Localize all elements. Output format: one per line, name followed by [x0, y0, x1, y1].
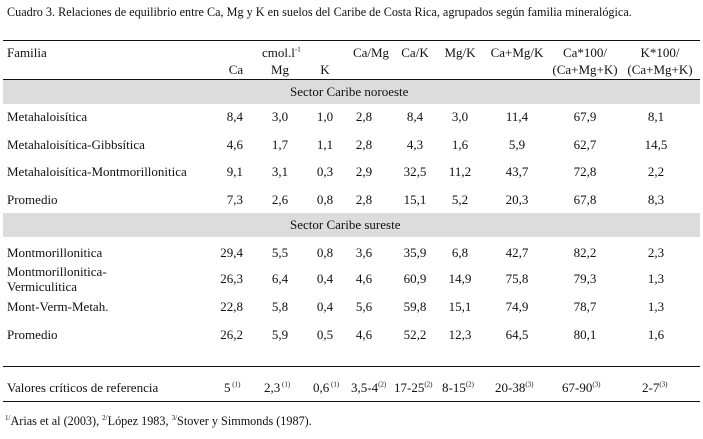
cell-camgk-k: 42,7 — [505, 245, 529, 260]
cell-ca-k: 52,2 — [403, 327, 427, 342]
cell-mg-k: 14,9 — [448, 271, 472, 286]
critical-k100: 2-7$^{(3)}$ — [642, 380, 668, 395]
critical-ca100: 67-90$^{(3)}$ — [562, 380, 601, 395]
cell-mg: 5,8 — [271, 299, 289, 314]
cell-mg: 5,9 — [271, 327, 289, 342]
cell-mg-k: 11,2 — [448, 164, 472, 179]
row-label: Promedio — [7, 327, 58, 342]
cell-ca-k: 59,8 — [403, 299, 427, 314]
section-band — [3, 80, 700, 104]
cell-mg: 5,5 — [271, 245, 289, 260]
row-label: Metahaloisítica — [7, 109, 88, 124]
cell-k: 0,3 — [316, 164, 334, 179]
cell-k: 1,0 — [316, 109, 334, 124]
header-k100-denom: (Ca+Mg+K) — [627, 62, 693, 77]
cell-ca-mg: 2,8 — [355, 192, 373, 207]
cell-mg-k: 1,6 — [451, 137, 469, 152]
cell-ca100: 67,8 — [573, 192, 597, 207]
cell-k: 0,8 — [316, 192, 334, 207]
cell-k100: 1,3 — [647, 299, 665, 314]
cell-k100: 8,3 — [647, 192, 665, 207]
cell-ca100: 78,7 — [573, 299, 597, 314]
cell-k100: 14,5 — [644, 137, 668, 152]
header-k: K — [320, 62, 330, 77]
critical-mg: 2,3 $^{(1)}$ — [264, 380, 291, 395]
header-k100: K*100/ — [640, 45, 680, 60]
header-ca100: Ca*100/ — [562, 45, 608, 60]
cell-mg-k: 5,2 — [451, 192, 469, 207]
section-title: Sector Caribe noroeste — [290, 84, 409, 99]
row-label: Promedio — [7, 192, 58, 207]
cell-ca-mg: 4,6 — [355, 271, 373, 286]
cell-mg: 3,1 — [271, 164, 289, 179]
cell-k100: 1,3 — [647, 271, 665, 286]
cell-camgk-k: 20,3 — [505, 192, 529, 207]
header-camgk-k: Ca+Mg/K — [490, 45, 544, 60]
cell-ca: 4,6 — [226, 137, 243, 152]
header-ca100-denom: (Ca+Mg+K) — [552, 62, 618, 77]
cell-mg-k: 15,1 — [448, 299, 472, 314]
critical-k: 0,6 $^{(1)}$ — [313, 380, 340, 395]
header-mg: Mg — [270, 62, 290, 77]
row-label: Montmorillonitica — [7, 245, 103, 260]
section-title: Sector Caribe sureste — [290, 217, 401, 232]
cell-k: 1,1 — [316, 137, 334, 152]
header-familia: Familia — [7, 45, 47, 60]
cell-ca100: 62,7 — [573, 137, 597, 152]
critical-ca-k: 17-25$^{(2)}$ — [394, 380, 433, 395]
cell-k100: 2,2 — [647, 164, 665, 179]
cell-mg-k: 6,8 — [451, 245, 469, 260]
header-mg-k: Mg/K — [444, 45, 476, 60]
cell-ca: 7,3 — [226, 192, 243, 207]
cell-mg: 2,6 — [271, 192, 289, 207]
cell-k100: 8,1 — [647, 109, 665, 124]
cell-mg: 6,4 — [271, 271, 289, 286]
cell-ca100: 79,3 — [573, 271, 597, 286]
cell-ca100: 82,2 — [573, 245, 597, 260]
critical-camgk-k: 20-38$^{(3)}$ — [495, 380, 534, 395]
header-ca-k: Ca/K — [401, 45, 429, 60]
cell-ca: 22,8 — [220, 299, 243, 314]
row-label: Metahaloisítica-Montmorillonitica — [7, 164, 187, 179]
cell-ca100: 72,8 — [573, 164, 597, 179]
cell-ca-k: 35,9 — [403, 245, 427, 260]
table-caption: Cuadro 3. Relaciones de equilibrio entre Ca, Mg y K en suelos del Caribe de Costa Rica, agrupados según familia mineralógica. — [7, 5, 632, 19]
cell-camgk-k: 5,9 — [508, 137, 526, 152]
row-label: Metahaloisítica-Gibbsítica — [7, 137, 145, 152]
cell-ca-k: 4,3 — [406, 137, 424, 152]
cell-camgk-k: 43,7 — [505, 164, 529, 179]
cell-ca100: 67,9 — [573, 109, 597, 124]
bottom-rule — [3, 401, 700, 402]
critical-ca-mg: 3,5-4$^{(2)}$ — [351, 380, 387, 395]
cell-ca-k: 32,5 — [403, 164, 427, 179]
cell-mg: 1,7 — [271, 137, 289, 152]
cell-ca-mg: 2,8 — [355, 109, 373, 124]
cell-camgk-k: 11,4 — [505, 109, 529, 124]
cell-camgk-k: 74,9 — [505, 299, 529, 314]
cell-ca-mg: 2,9 — [355, 164, 373, 179]
cell-k100: 1,6 — [647, 327, 665, 342]
cell-ca-mg: 4,6 — [355, 327, 373, 342]
cell-ca: 9,1 — [226, 164, 243, 179]
cell-ca-k: 60,9 — [403, 271, 427, 286]
cell-camgk-k: 64,5 — [505, 327, 529, 342]
cell-ca-k: 15,1 — [403, 192, 427, 207]
cell-ca100: 80,1 — [573, 327, 597, 342]
row-label: Montmorillonitica- — [7, 264, 107, 279]
cell-ca: 8,4 — [226, 109, 243, 124]
header-ca: Ca — [228, 62, 244, 77]
cell-ca-mg: 2,8 — [355, 137, 373, 152]
cell-mg-k: 12,3 — [448, 327, 472, 342]
row-label-continued: Vermiculitica — [7, 279, 78, 294]
cell-ca: 29,4 — [220, 245, 243, 260]
critical-ca: 5 $^{(1)}$ — [224, 380, 241, 395]
footnote: $^{1/}$Arias et al (2003), $^{2/}$López 1983, $^{3/}$Stover y Simmonds (1987). — [5, 413, 312, 428]
cell-k: 0,8 — [316, 245, 334, 260]
cell-k: 0,4 — [316, 299, 334, 314]
header-ca-mg: Ca/Mg — [352, 45, 390, 60]
section-rule — [3, 366, 700, 367]
critical-mg-k: 8-15$^{(2)}$ — [442, 380, 475, 395]
section-band — [3, 213, 700, 237]
cell-mg-k: 3,0 — [451, 109, 469, 124]
cell-k: 0,5 — [316, 327, 334, 342]
cell-ca-mg: 5,6 — [355, 299, 373, 314]
row-label: Mont-Verm-Metah. — [7, 299, 109, 314]
cell-ca-mg: 3,6 — [355, 245, 373, 260]
cell-ca: 26,3 — [220, 271, 243, 286]
cell-k100: 2,3 — [647, 245, 665, 260]
header-units: $cmol.l^{-1}$ — [262, 45, 301, 60]
row-label: Valores críticos de referencia — [7, 380, 159, 395]
cell-k: 0,4 — [316, 271, 334, 286]
top-rule — [3, 40, 700, 41]
cell-ca: 26,2 — [220, 327, 243, 342]
cell-ca-k: 8,4 — [406, 109, 424, 124]
cell-camgk-k: 75,8 — [505, 271, 529, 286]
cell-mg: 3,0 — [271, 109, 289, 124]
